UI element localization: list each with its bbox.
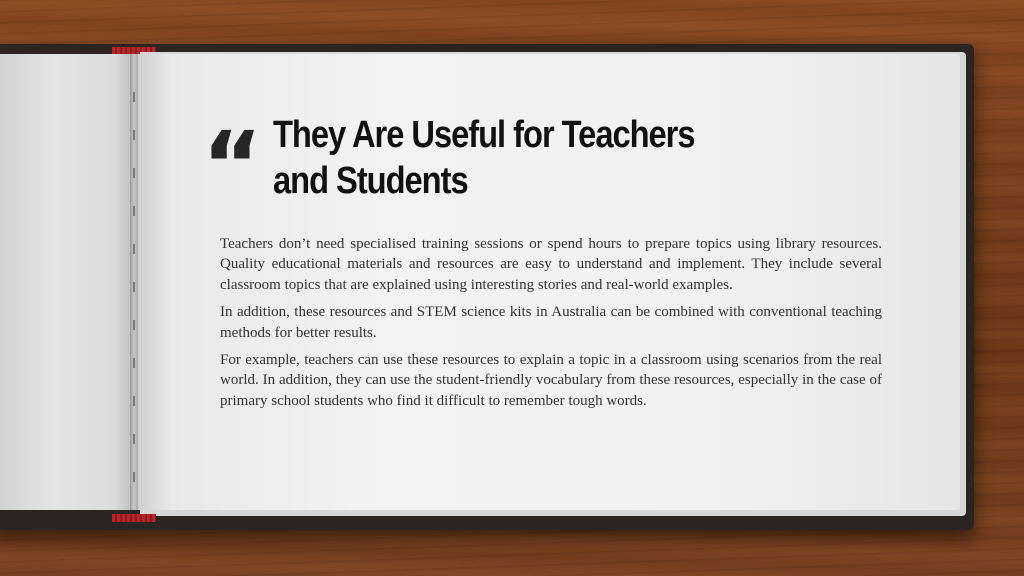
spine-stitch — [133, 396, 135, 406]
spine-stitch — [133, 434, 135, 444]
slide-title-line1: They Are Useful for Teachers — [273, 114, 695, 156]
spine-stitch — [133, 358, 135, 368]
spine-stitch — [133, 206, 135, 216]
paragraph: For example, teachers can use these resources to explain a topic in a classroom using scenarios from the real world. In addition, they can use the student-friendly vocabulary from these resources, especially in the case of primary school students who find it difficult to remember tough words. — [220, 352, 882, 409]
spine-stitch — [133, 168, 135, 178]
body-text — [220, 234, 882, 418]
paragraph: Teachers don’t need specialised training sessions or spend hours to prepare topics using library resources. Quality educational materials and resources are easy to understand and implement. They include several classroom topics that are explained using interesting stories and real-world examples. — [220, 236, 882, 293]
spine-stitch — [133, 472, 135, 482]
spine-stitch — [133, 130, 135, 140]
paragraph: In addition, these resources and STEM science kits in Australia can be combined with conventional teaching methods for better results. — [220, 304, 882, 341]
left-page — [0, 54, 134, 510]
slide-title-line2: and Students — [273, 160, 468, 202]
spine-stitch — [133, 320, 135, 330]
spine-stitch — [133, 282, 135, 292]
spine-stitch — [133, 244, 135, 254]
spine-stitch — [133, 92, 135, 102]
quote-mark-icon: “ — [202, 112, 263, 219]
slide-title — [273, 112, 755, 204]
bookmark-ribbon-bottom — [112, 514, 156, 522]
